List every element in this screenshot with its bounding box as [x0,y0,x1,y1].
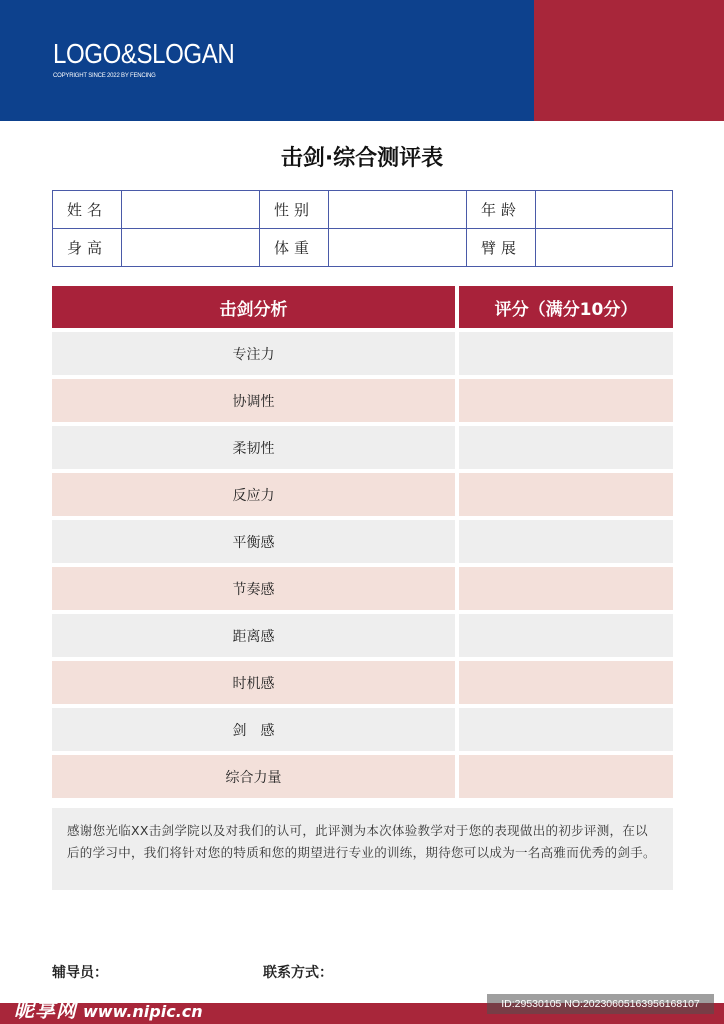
table-row [52,520,673,563]
table-row [52,473,673,516]
table-row [52,708,673,751]
copyright-text: COPYRIGHT SINCE 2022 BY FENCING [53,73,156,79]
label-age: 年龄 [467,191,536,229]
item-name: 时机感 [52,661,455,704]
table-row [52,426,673,469]
score-field[interactable] [459,661,673,704]
table-row [52,614,673,657]
item-name: 反应力 [52,473,455,516]
score-field[interactable] [459,473,673,516]
item-name: 综合力量 [52,755,455,798]
logo-text: LOGO&SLOGAN [53,38,235,69]
header-analysis: 击剑分析 [52,286,455,328]
watermark-site-name: 昵享网 [14,998,77,1022]
watermark-url: www.nipic.cn [83,1002,203,1021]
field-weight[interactable] [329,229,467,267]
score-table [52,286,673,802]
label-weight: 体重 [260,229,329,267]
note-text: 感谢您光临XX击剑学院以及对我们的认可，此评测为本次体验教学对于您的表现做出的初步评测，在以后的学习中，我们将针对您的特质和您的期望进行专业的训练，期待您可以成为一名高雅而优秀的剑手。 [52,808,673,890]
item-name: 平衡感 [52,520,455,563]
field-height[interactable] [122,229,260,267]
field-armspan[interactable] [536,229,673,267]
page-title: 击剑·综合测评表 [280,146,444,171]
label-height: 身高 [53,229,122,267]
score-field[interactable] [459,332,673,375]
contact-label: 联系方式： [263,965,333,981]
info-row [53,191,673,229]
score-field[interactable] [459,379,673,422]
item-name: 距离感 [52,614,455,657]
table-row [52,379,673,422]
table-row [52,755,673,798]
info-row [53,229,673,267]
item-name: 柔韧性 [52,426,455,469]
score-field[interactable] [459,614,673,657]
label-gender: 性别 [260,191,329,229]
watermark-logo [14,994,203,1023]
table-row [52,661,673,704]
table-row [52,332,673,375]
label-armspan: 臂展 [467,229,536,267]
field-gender[interactable] [329,191,467,229]
header-score: 评分（满分10分） [459,286,673,328]
score-field[interactable] [459,755,673,798]
score-table-header [52,286,673,328]
item-name: 节奏感 [52,567,455,610]
score-field[interactable] [459,567,673,610]
item-name: 协调性 [52,379,455,422]
info-table [52,190,673,267]
field-name[interactable] [122,191,260,229]
label-name: 姓名 [53,191,122,229]
field-age[interactable] [536,191,673,229]
score-field[interactable] [459,426,673,469]
item-name: 专注力 [52,332,455,375]
header-red-band [534,0,724,121]
item-name: 剑 感 [52,708,455,751]
table-row [52,567,673,610]
watermark-id: ID:29530105 NO:20230605163956168107 [487,994,714,1014]
coach-label: 辅导员： [52,965,108,981]
score-field[interactable] [459,708,673,751]
score-field[interactable] [459,520,673,563]
